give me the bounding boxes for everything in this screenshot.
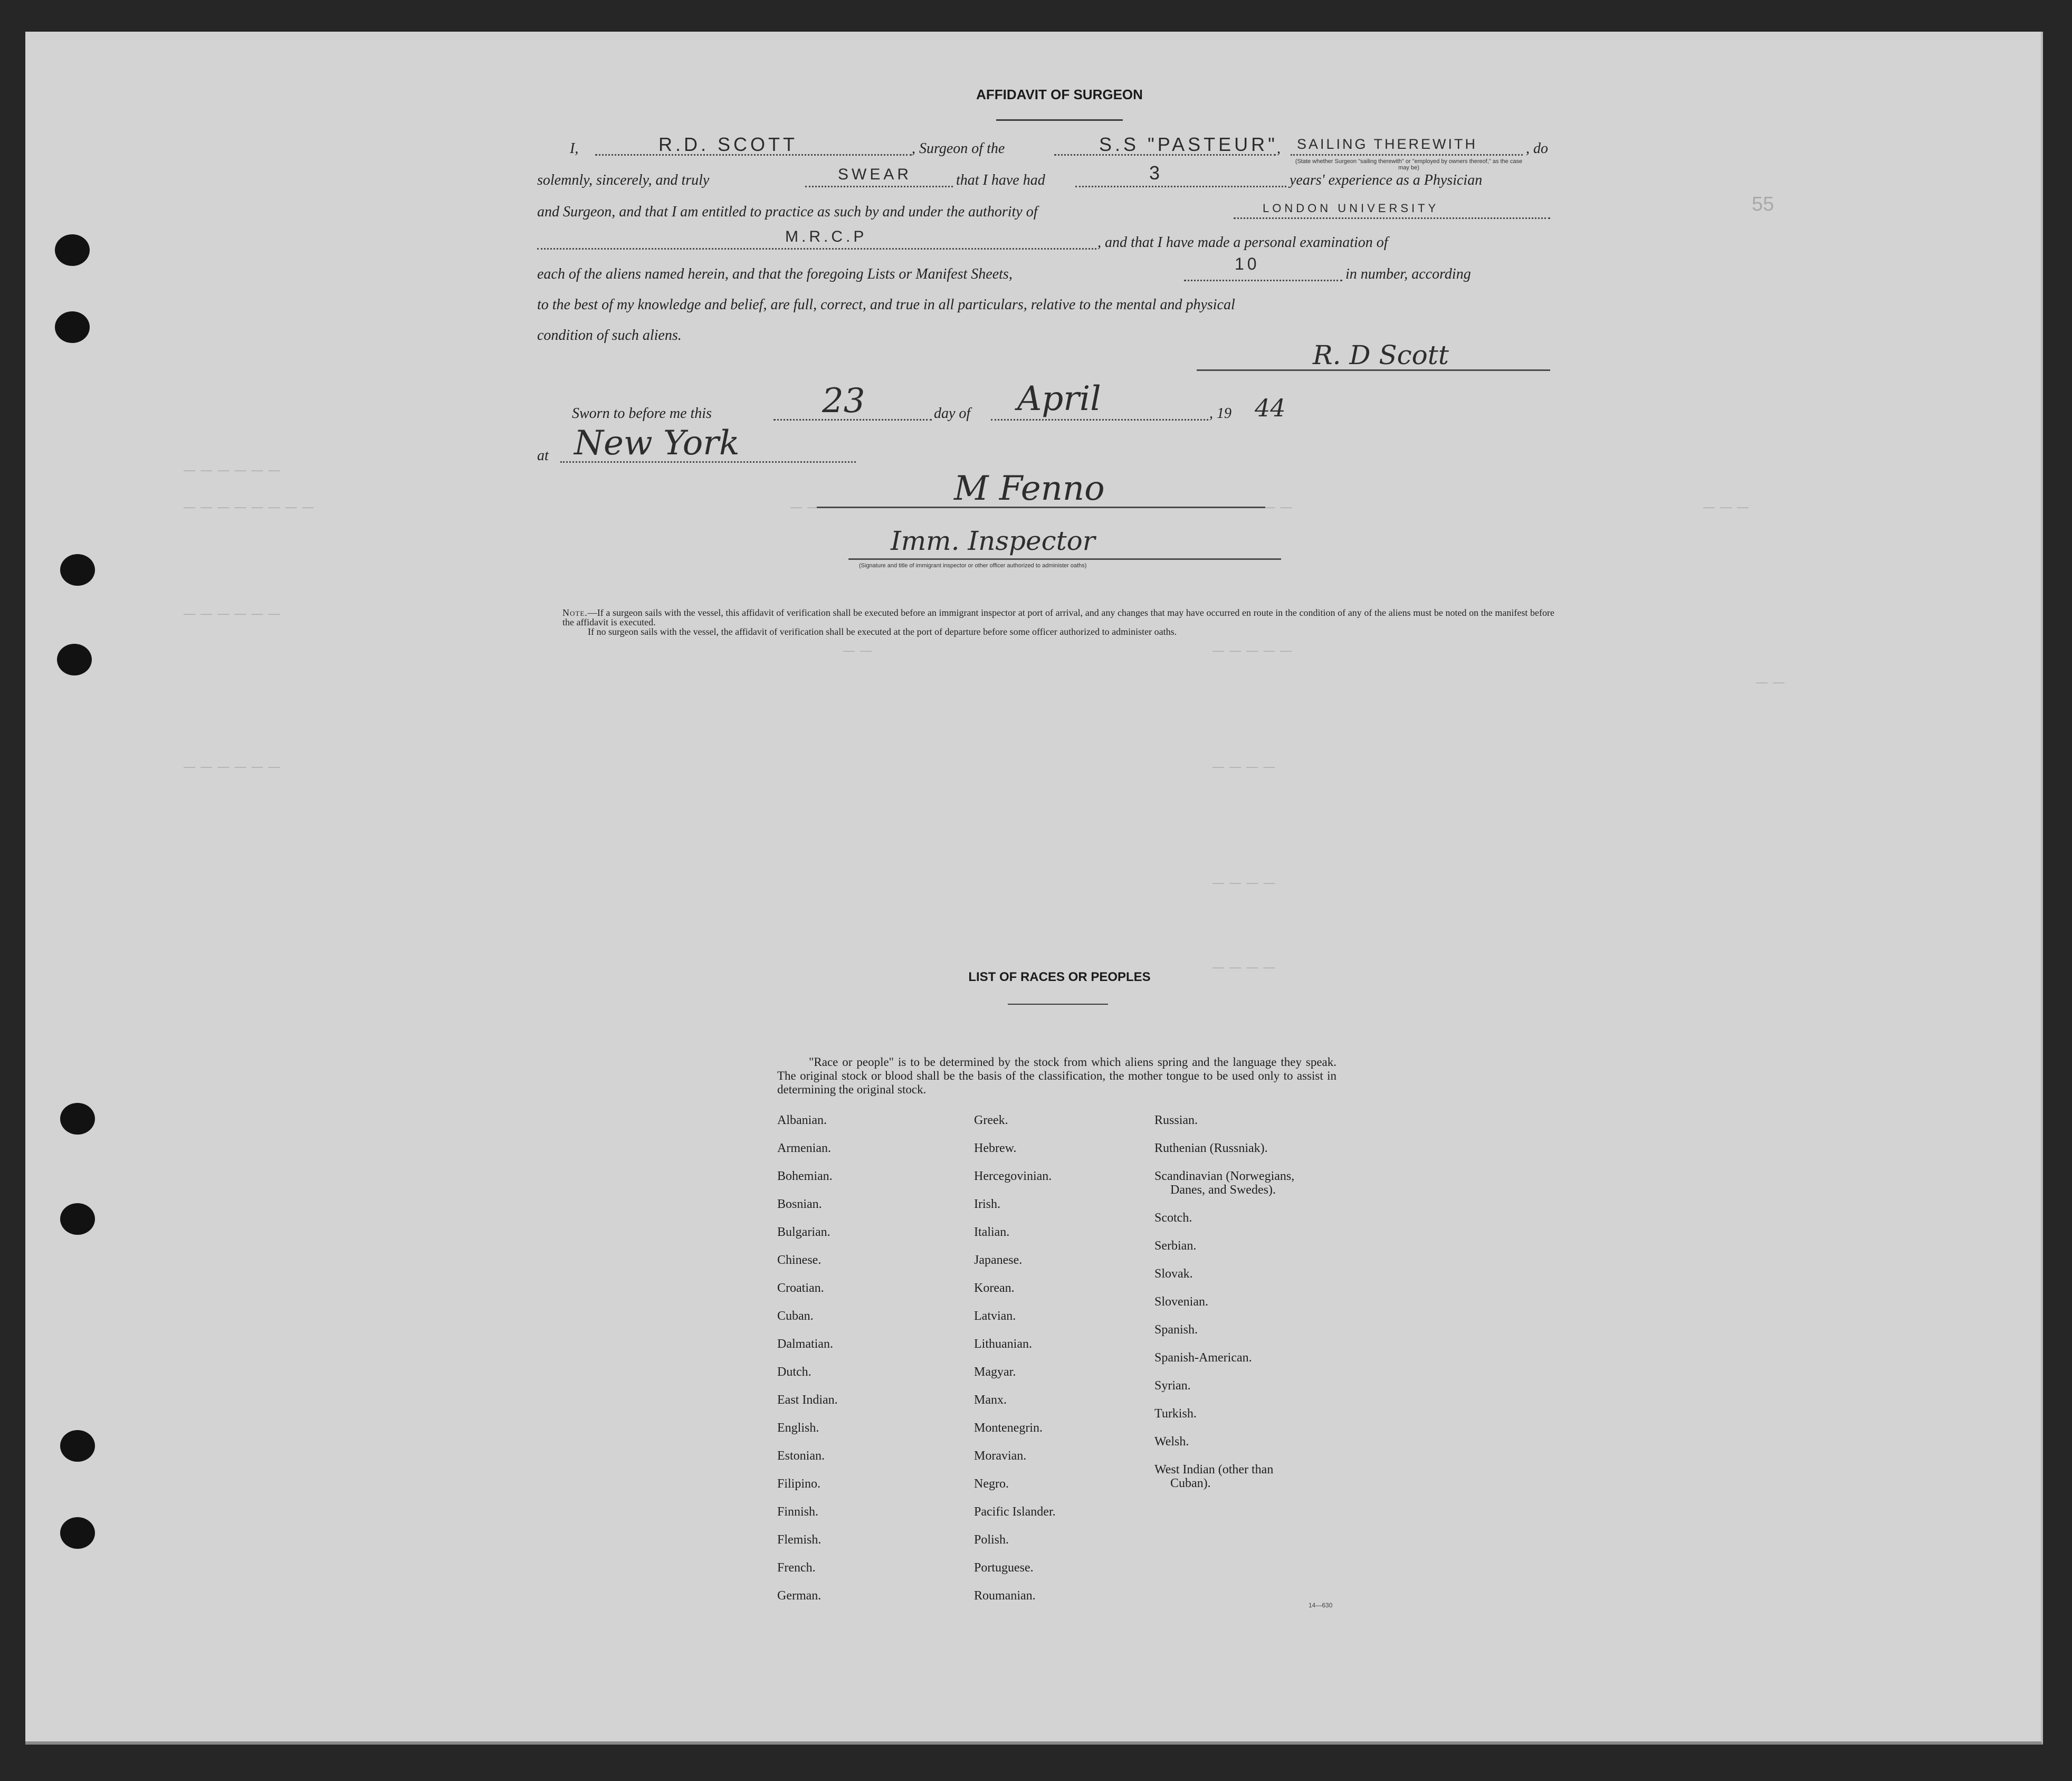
race-item xyxy=(1154,1463,1344,1490)
race-item: Armenian. xyxy=(777,1141,831,1155)
race-item: Italian. xyxy=(974,1225,1010,1239)
race-item-line: Scandinavian (Norwegians, xyxy=(1154,1169,1295,1183)
oath-field xyxy=(805,186,953,187)
race-item: French. xyxy=(777,1561,816,1575)
race-item: German. xyxy=(777,1589,822,1603)
bleed-through: — — — — — — xyxy=(184,463,281,477)
race-item: Bosnian. xyxy=(777,1197,822,1211)
bleed-through: — — xyxy=(790,500,820,513)
qualification-field xyxy=(537,248,1096,250)
punch-hole xyxy=(60,554,95,586)
bleed-through: — — — — — — — — xyxy=(184,500,315,513)
race-item: English. xyxy=(777,1421,819,1435)
sworn-year: 44 xyxy=(1255,394,1286,422)
title-rule xyxy=(996,119,1123,121)
race-item: Latvian. xyxy=(974,1309,1016,1323)
bleed-through: — — — — xyxy=(1212,760,1276,773)
bleed-through: — — — — — — xyxy=(184,607,281,620)
form-number: 14—630 xyxy=(1309,1602,1333,1609)
race-item: Spanish-American. xyxy=(1154,1351,1252,1365)
sworn-day: 23 xyxy=(822,382,865,421)
race-item: Polish. xyxy=(974,1533,1009,1547)
status-note: (State whether Surgeon "sailing therewith" or "employed by owners thereof," as the case may be) xyxy=(1295,158,1523,171)
race-item: Flemish. xyxy=(777,1533,822,1547)
note-paragraph-2 xyxy=(562,627,1554,636)
bleed-through: — — — — xyxy=(1212,960,1276,974)
race-item: Bohemian. xyxy=(777,1169,833,1183)
race-item: Croatian. xyxy=(777,1281,824,1295)
do-label: , do xyxy=(1526,140,1548,157)
years-value: 3 xyxy=(1149,162,1163,184)
race-item: Russian. xyxy=(1154,1113,1198,1127)
race-item: Irish. xyxy=(974,1197,1000,1211)
month-field xyxy=(991,419,1208,421)
race-item: Hebrew. xyxy=(974,1141,1017,1155)
race-item: Korean. xyxy=(974,1281,1015,1295)
punch-hole xyxy=(60,1430,95,1462)
race-item: Dalmatian. xyxy=(777,1337,833,1351)
race-item: Cuban. xyxy=(777,1309,814,1323)
surgeon-of-label: , Surgeon of the xyxy=(912,140,1005,157)
officer-title: Imm. Inspector xyxy=(891,526,1095,556)
race-item: Syrian. xyxy=(1154,1379,1191,1393)
race-item: Lithuanian. xyxy=(974,1337,1032,1351)
comma: , xyxy=(1277,140,1281,157)
bleed-through: — — — — — — xyxy=(184,760,281,773)
note-lead: Note. xyxy=(562,607,588,618)
day-of-label: day of xyxy=(934,405,971,422)
oath-word: SWEAR xyxy=(838,166,912,183)
year-prefix: , 19 xyxy=(1209,405,1231,422)
punch-hole xyxy=(60,1103,95,1135)
race-item-line: Cuban). xyxy=(1170,1477,1211,1490)
affidavit-note xyxy=(562,608,1554,636)
affidavit-i: I, xyxy=(570,140,579,157)
sheets-value: 10 xyxy=(1235,254,1260,273)
race-item: Pacific Islander. xyxy=(974,1505,1056,1519)
bleed-through: — — — xyxy=(1703,500,1750,513)
race-item: Negro. xyxy=(974,1477,1009,1491)
surgeon-status: SAILING THEREWITH xyxy=(1297,136,1478,152)
surgeon-signature: R. D Scott xyxy=(1313,340,1449,370)
race-item: Albanian. xyxy=(777,1113,827,1127)
solemnly-label: solemnly, sincerely, and truly xyxy=(537,172,710,188)
page-number: 55 xyxy=(1752,193,1774,215)
race-item: Chinese. xyxy=(777,1253,822,1267)
sheets-field xyxy=(1184,280,1342,281)
sworn-place: New York xyxy=(574,424,740,463)
races-column-1 xyxy=(777,1113,838,1617)
punch-hole xyxy=(57,644,92,675)
race-item: Japanese. xyxy=(974,1253,1023,1267)
bleed-through: — — — — xyxy=(1212,876,1276,889)
authority-field xyxy=(1234,217,1550,219)
at-label: at xyxy=(537,447,549,464)
document-sheet xyxy=(25,32,2043,1745)
race-item: Ruthenian (Russniak). xyxy=(1154,1141,1268,1155)
bleed-through: — — — — — xyxy=(1212,500,1293,513)
in-number-label: in number, according xyxy=(1345,266,1471,282)
race-item: Slovak. xyxy=(1154,1267,1193,1281)
race-item: Portuguese. xyxy=(974,1561,1034,1575)
races-column-2 xyxy=(974,1113,1056,1617)
sworn-label: Sworn to before me this xyxy=(572,405,712,422)
race-item: East Indian. xyxy=(777,1393,838,1407)
knowledge-label: to the best of my knowledge and belief, are full, correct, and true in all particulars, relative to the mental and physical xyxy=(537,297,1235,313)
bleed-through: — — xyxy=(1756,675,1786,689)
race-item-line: Danes, and Swedes). xyxy=(1170,1183,1276,1197)
sworn-month: April xyxy=(1017,379,1101,418)
race-item: Dutch. xyxy=(777,1365,811,1379)
punch-hole xyxy=(60,1203,95,1235)
race-item-line: West Indian (other than xyxy=(1154,1463,1274,1477)
officer-caption: (Signature and title of immigrant inspector or other officer authorized to administer oaths) xyxy=(859,563,1087,569)
had-label: that I have had xyxy=(956,172,1045,188)
bleed-through: — — — — — xyxy=(1212,644,1293,657)
race-item: Hercegovinian. xyxy=(974,1169,1052,1183)
punch-hole xyxy=(55,234,90,266)
race-item: Montenegrin. xyxy=(974,1421,1043,1435)
race-item: Serbian. xyxy=(1154,1239,1197,1253)
race-item: Greek. xyxy=(974,1113,1008,1127)
race-item: Bulgarian. xyxy=(777,1225,830,1239)
races-column-3 xyxy=(1154,1113,1344,1504)
race-item xyxy=(1154,1169,1344,1197)
qualification-value: M.R.C.P xyxy=(785,228,867,245)
race-item: Moravian. xyxy=(974,1449,1027,1463)
race-item: Slovenian. xyxy=(1154,1295,1208,1309)
note-text-2: If no surgeon sails with the vessel, the affidavit of verification shall be executed at the port of departure before some officer authorized to administer oaths. xyxy=(588,626,1177,637)
race-item: Scotch. xyxy=(1154,1211,1192,1225)
vessel-name: S.S "PASTEUR" xyxy=(1099,134,1278,155)
officer-signature: M Fenno xyxy=(954,469,1105,508)
race-item: Magyar. xyxy=(974,1365,1016,1379)
note-paragraph-1 xyxy=(562,608,1554,627)
sheets-label: each of the aliens named herein, and that the foregoing Lists or Manifest Sheets, xyxy=(537,266,1013,282)
race-item: Turkish. xyxy=(1154,1407,1197,1421)
race-item: Roumanian. xyxy=(974,1589,1036,1603)
race-item: Manx. xyxy=(974,1393,1007,1407)
authority-value: LONDON UNIVERSITY xyxy=(1263,202,1439,215)
authority-label: and Surgeon, and that I am entitled to practice as such by and under the authority of xyxy=(537,204,1038,220)
races-intro: "Race or people" is to be determined by the stock from which aliens spring and the language they speak. The original stock or blood shall be the basis of the classification, the mother tongue to be used only to assist in determining the original stock. xyxy=(777,1055,1336,1096)
bleed-through: — — xyxy=(843,644,873,657)
status-field xyxy=(1291,154,1523,156)
surgeon-name: R.D. SCOTT xyxy=(658,134,798,155)
note-text-1: —If a surgeon sails with the vessel, this affidavit of verification shall be executed before an immigrant inspector at port of arrival, and any changes that may have occurred en route in the condition of any of the aliens must be noted on the manifest before the affidavit is executed. xyxy=(562,607,1554,627)
examination-label: , and that I have made a personal examination of xyxy=(1097,234,1388,251)
years-field xyxy=(1075,186,1286,187)
race-item: Filipino. xyxy=(777,1477,821,1491)
punch-hole xyxy=(60,1517,95,1549)
race-item: Finnish. xyxy=(777,1505,819,1519)
races-title: LIST OF RACES OR PEOPLES xyxy=(968,970,1151,984)
experience-label: years' experience as a Physician xyxy=(1290,172,1483,188)
races-title-rule xyxy=(1008,1004,1108,1005)
affidavit-title: AFFIDAVIT OF SURGEON xyxy=(976,87,1143,102)
punch-hole xyxy=(55,311,90,343)
race-item: Estonian. xyxy=(777,1449,825,1463)
race-item: Welsh. xyxy=(1154,1435,1189,1449)
condition-label: condition of such aliens. xyxy=(537,327,682,344)
officer-title-line xyxy=(848,558,1281,560)
race-item: Spanish. xyxy=(1154,1323,1198,1337)
